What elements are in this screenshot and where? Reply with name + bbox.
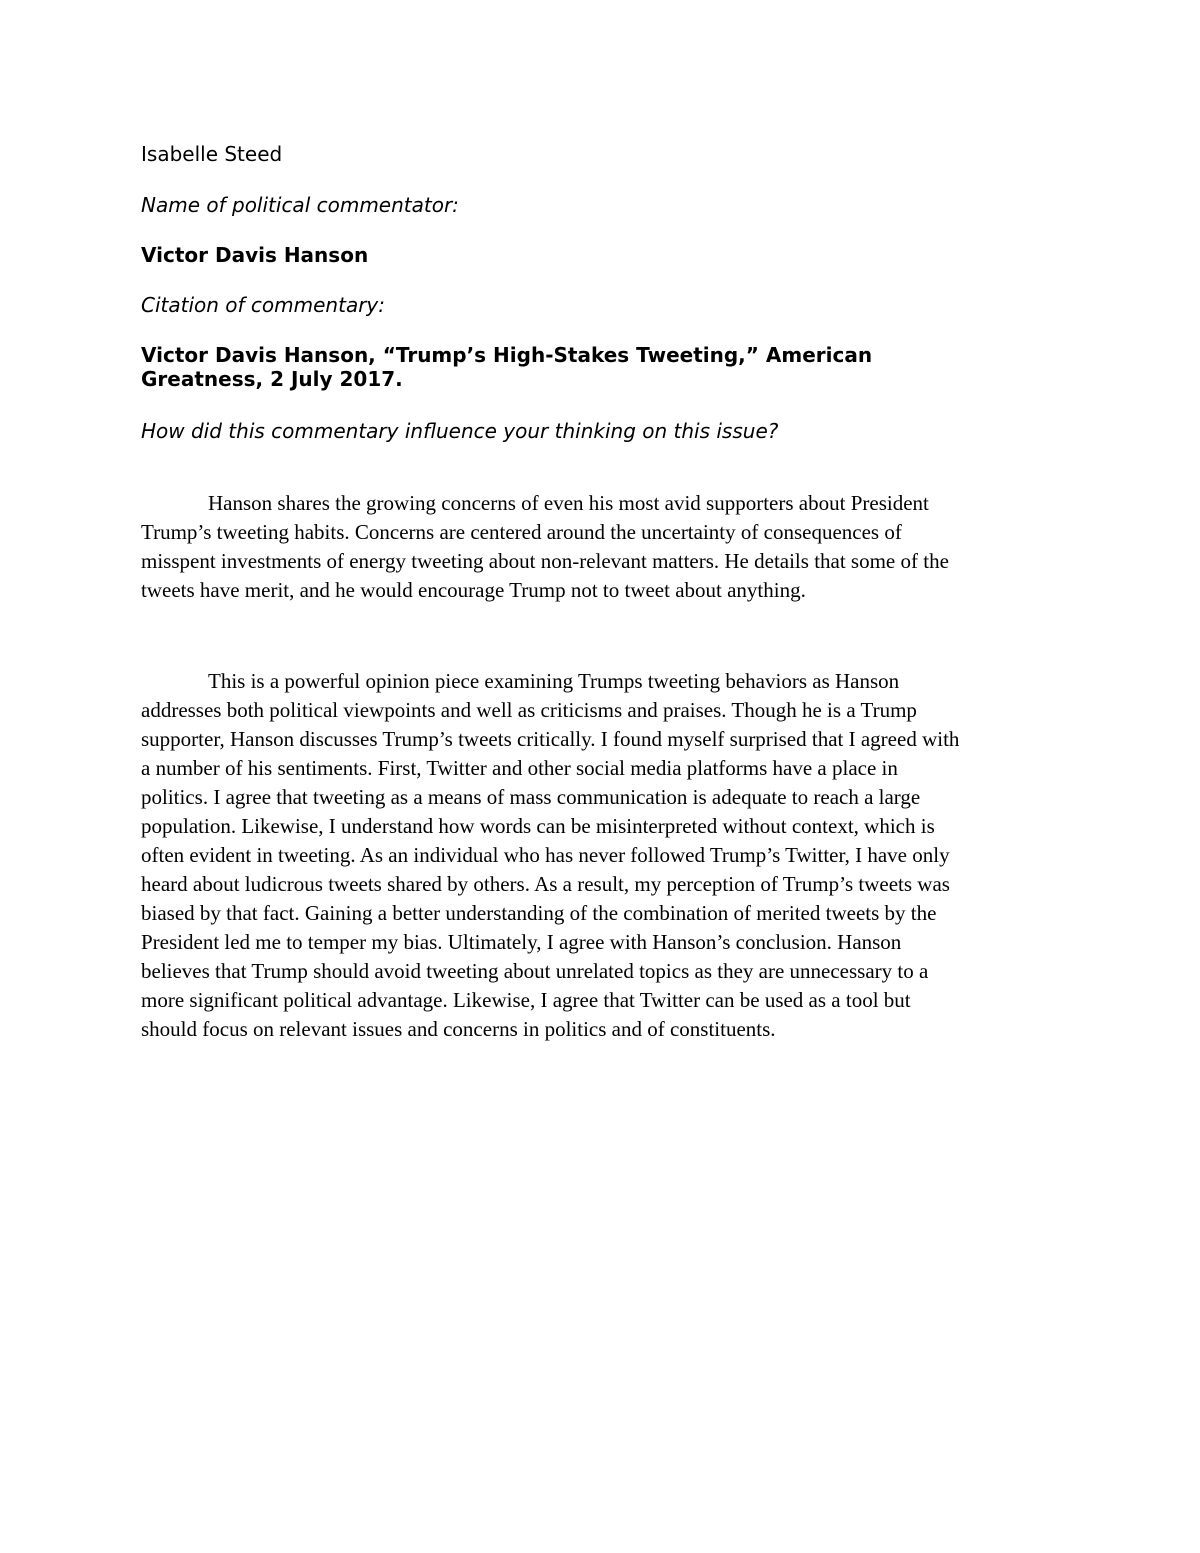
paragraph-line: a number of his sentiments. First, Twitter and other social media platforms have a place in: [141, 756, 898, 780]
reflection-question: How did this commentary influence your thinking on this issue?: [141, 419, 779, 443]
paragraph-line: President led me to temper my bias. Ultimately, I agree with Hanson’s conclusion. Hanson: [141, 930, 902, 954]
commentator-name: Victor Davis Hanson: [141, 243, 369, 267]
paragraph-line: politics. I agree that tweeting as a means of mass communication is adequate to reach a large: [141, 785, 921, 809]
commentator-label: Name of political commentator:: [141, 193, 459, 217]
paragraph-line: tweets have merit, and he would encourage Trump not to tweet about anything.: [141, 578, 806, 602]
paragraph-line: should focus on relevant issues and concerns in politics and of constituents.: [141, 1017, 776, 1041]
paragraph-line: biased by that fact. Gaining a better understanding of the combination of merited tweets by the: [141, 901, 937, 925]
paragraph-line: addresses both political viewpoints and well as criticisms and praises. Though he is a Trump: [141, 698, 917, 722]
analysis-paragraph: [141, 667, 1061, 1044]
paragraph-line: often evident in tweeting. As an individual who has never followed Trump’s Twitter, I have only: [141, 843, 950, 867]
summary-paragraph: [141, 489, 1061, 605]
paragraph-line: more significant political advantage. Likewise, I agree that Twitter can be used as a tool but: [141, 988, 911, 1012]
author-name: Isabelle Steed: [141, 142, 283, 166]
paragraph-line: heard about ludicrous tweets shared by others. As a result, my perception of Trump’s tweets was: [141, 872, 950, 896]
paragraph-line: Trump’s tweeting habits. Concerns are centered around the uncertainty of consequences of: [141, 520, 902, 544]
paragraph-line: supporter, Hanson discusses Trump’s tweets critically. I found myself surprised that I agreed with: [141, 727, 960, 751]
paragraph-line: This is a powerful opinion piece examining Trumps tweeting behaviors as Hanson: [208, 669, 900, 693]
paragraph-line: population. Likewise, I understand how words can be misinterpreted without context, which is: [141, 814, 935, 838]
paragraph-line: believes that Trump should avoid tweeting about unrelated topics as they are unnecessary to a: [141, 959, 929, 983]
paragraph-line: misspent investments of energy tweeting about non-relevant matters. He details that some of the: [141, 549, 949, 573]
citation-label: Citation of commentary:: [141, 293, 385, 317]
citation-text: Victor Davis Hanson, “Trump’s High-Stakes Tweeting,” American Greatness, 2 July 2017.: [141, 343, 873, 391]
paragraph-line: Hanson shares the growing concerns of even his most avid supporters about President: [208, 491, 929, 515]
